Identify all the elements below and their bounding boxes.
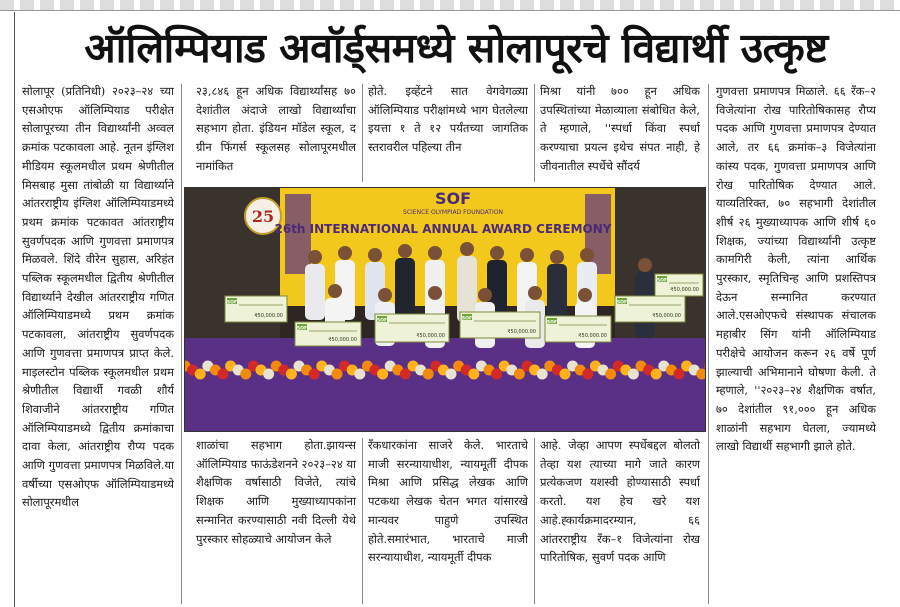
article-column-5: गुणवत्ता प्रमाणपत्र मिळाले. ६६ रँक–२ विजेत्यांना रोख पारितोषिकासह रौप्य पदक आणि गुणवत्ता प्रमाणपत्र देण्यात आले, तर ६६ क्रमांक–३ विजेत्यांना कांस्य पदक, गुणवत्ता प्रमाणपत्र आणि रोख पारितोषिक देण्यात आले. याव्यतिरिक्त, ७० सहभागी देशांतील शीर्ष २६ मुख्याध्यापक आणि शीर्ष ६० शिक्षक, ज्यांच्या विद्यार्थ्यांनी उत्कृष्ट कामगिरी केली, त्यांना आर्थिक पुरस्कार, स्मृतिचिन्ह आणि प्रशस्तिपत्र देऊन सन्मानित करण्यात आले.एसओएफचे संस्थापक संचालक महाबीर सिंग यांनी ऑलिम्पियाड परीक्षेचे आयोजन करून २६ वर्षे पूर्ण झाल्याची अभिमानाने घोषणा केली. ते म्हणाले, ''२०२३–२४ शैक्षणिक वर्षात, ७० देशांतील ९१,००० हून अधिक शाळांनी सहभाग घेतला, ज्यामध्ये लाखो विद्यार्थी सहभागी झाले होते. bbox=[716, 84, 876, 454]
column-rule bbox=[181, 84, 182, 604]
svg-text:SOF: SOF bbox=[376, 318, 388, 324]
column-rule bbox=[362, 84, 363, 182]
ceremony-banner-title: 26th INTERNATIONAL ANNUAL AWARD CEREMONY bbox=[274, 222, 612, 236]
svg-text:SOF: SOF bbox=[656, 278, 668, 284]
sof-logo-subtitle: SCIENCE OLYMPIAD FOUNDATION bbox=[403, 209, 503, 216]
svg-text:SOF: SOF bbox=[226, 300, 238, 306]
award-ceremony-photo bbox=[184, 187, 706, 432]
article-column-1: सोलापूर (प्रतिनिधी) २०२३–२४ च्या एसओएफ ऑलिम्पियाड परीक्षेत सोलापूरच्या तीन विद्यार्थ्यांनी अव्वल क्रमांक पटकावला आहे. नूतन इंग्लिश मीडियम स्कूलमधील प्रथम श्रेणीतील मिसबाह मुसा तांबोळी या विद्यार्थ्याने आंतरराष्ट्रीय इंग्लिश ऑलिम्पियाडमध्ये प्रथम क्रमांक पटकावत आंतराष्ट्रीय सुवर्णपदक आणि गुणवत्ता प्रमाणपत्र मिळवले. शिंदे वीरेन सुहास, अरिहंत पब्लिक स्कूलमधील द्वितीय श्रेणीतील विद्यार्थ्याने देखील आंतरराष्ट्रीय गणित ऑलिम्पियाडमध्ये प्रथम क्रमांक पटकावला, आंतराष्ट्रीय सुवर्णपदक आणि गुणवत्ता प्रमाणपत्र प्राप्त केले. माइलस्टोन पब्लिक स्कूलमधील प्रथम श्रेणीतील विद्यार्थी गवळी शौर्य शिवाजीने आंतरराष्ट्रीय गणित ऑलिम्पियाडमध्ये द्वितीय क्रमांकाचा दावा केला, आंतराष्ट्रीय रौप्य पदक आणि गुणवत्ता प्रमाणपत्र मिळविले.या वर्षीच्या एसओएफ ऑलिम्पियाडमध्ये सोलापूरमधील bbox=[22, 84, 174, 510]
article-column-3-bottom: रँकधारकांना साजरे केले. भारताचे माजी सरन्यायाधीश, न्यायमूर्ती दीपक मिश्रा आणि प्रसिद्ध लेखक आणि पटकथा लेखक चेतन भगत यांसारखे मान्यवर पाहुणे उपस्थित होते.समारंभात, भारताचे माजी सरन्यायाधीश, न्यायमूर्ती दीपक bbox=[368, 438, 528, 565]
svg-text:₹50,000.00: ₹50,000.00 bbox=[254, 313, 283, 319]
stage-front bbox=[185, 338, 705, 431]
svg-text:SOF: SOF bbox=[616, 300, 628, 306]
svg-text:₹50,000.00: ₹50,000.00 bbox=[507, 329, 536, 335]
article-column-4-top: मिश्रा यांनी ७०० हून अधिक उपस्थितांच्या मेळाव्याला संबोधित केले, ते म्हणाले, ''स्पर्धा किंवा स्पर्धा करण्याचा प्रयत्न इथेच संपत नाही, हे जीवनातील स्पर्धेचे सौंदर्य bbox=[540, 84, 700, 173]
svg-text:₹50,000.00: ₹50,000.00 bbox=[416, 333, 445, 339]
column-rule bbox=[534, 84, 535, 182]
masthead-strip bbox=[0, 0, 900, 11]
article-column-3-top: होते. इव्हेंटने सात वेगवेगळ्या ऑलिम्पियाड परीक्षांमध्ये भाग घेतलेल्या इयत्ता १ ते १२ पर्यंतच्या जागतिक स्तरावरील पहिल्या तीन bbox=[368, 84, 528, 155]
svg-text:₹50,000.00: ₹50,000.00 bbox=[578, 333, 607, 339]
column-rule bbox=[708, 84, 709, 604]
column-rule bbox=[362, 438, 363, 604]
article-column-4-bottom: आहे. जेव्हा आपण स्पर्धेबद्दल बोलतो तेव्हा यश त्याच्या मागे जाते कारण प्रत्येकजण यशस्वी होण्यासाठी स्पर्धा करतो. यश हेच खरे यश आहे.ह्कार्यक्रमादरम्यान, ६६ आंतरराष्ट्रीय रँक–१ विजेत्यांना रोख पारितोषिक, सुवर्ण पदक आणि bbox=[540, 438, 700, 565]
photo-illustration bbox=[185, 188, 705, 431]
svg-text:SOF: SOF bbox=[546, 320, 558, 326]
page-left-rule bbox=[14, 12, 15, 607]
svg-text:25: 25 bbox=[251, 207, 275, 226]
article-column-2-bottom: शाळांचा सहभाग होता.झायन्स ऑलिम्पियाड फाऊंडेशनने २०२३–२४ या शैक्षणिक वर्षासाठी विजेते, त्यांचे शिक्षक आणि मुख्याध्यापकांना सन्मानित करण्यासाठी नवी दिल्ली येथे पुरस्कार सोहळ्याचे आयोजन केले bbox=[196, 438, 356, 546]
svg-text:SOF: SOF bbox=[296, 326, 308, 332]
column-rule bbox=[534, 438, 535, 604]
sof-logo: SOF bbox=[434, 189, 472, 208]
svg-text:₹50,000.00: ₹50,000.00 bbox=[328, 337, 357, 343]
svg-text:₹50,000.00: ₹50,000.00 bbox=[652, 313, 681, 319]
article-column-2-top: २३,८४६ हून अधिक विद्यार्थ्यांसह ७० देशांतील अंदाजे लाखो विद्यार्थ्यांचा सहभाग होता. इंडियन मॉडेल स्कूल, द ग्रीन फिंगर्स स्कूलसह सोलापूरमधील नामांकित bbox=[196, 84, 356, 173]
headline: ऑलिम्पियाड अवॉर्ड्समध्ये सोलापूरचे विद्यार्थी उत्कृष्ट bbox=[84, 24, 828, 72]
svg-text:₹50,000.00: ₹50,000.00 bbox=[670, 287, 699, 293]
svg-text:SOF: SOF bbox=[461, 316, 473, 322]
